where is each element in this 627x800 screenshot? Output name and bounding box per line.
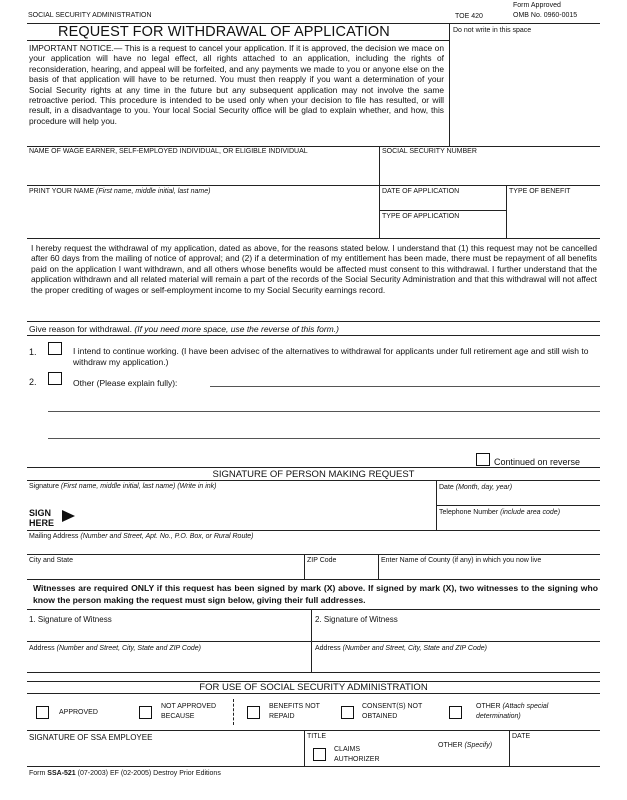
mailing-address-text: Mailing Address xyxy=(29,533,79,540)
agency-name: SOCIAL SECURITY ADMINISTRATION xyxy=(28,12,152,19)
ssa-employee-signature-label: SIGNATURE OF SSA EMPLOYEE xyxy=(29,733,153,742)
other-reason-line-3[interactable] xyxy=(48,438,600,439)
benefits-line-2: REPAID xyxy=(269,713,295,720)
title-label: TITLE xyxy=(307,733,327,740)
footer-form-prefix: Form xyxy=(29,770,46,777)
option-2-number: 2. xyxy=(29,377,37,387)
zip-code-label: ZIP Code xyxy=(307,557,337,564)
other-determination-hint-1: (Attach special xyxy=(502,703,549,710)
other-reason-line-1[interactable] xyxy=(210,386,600,387)
other-title-label xyxy=(438,742,492,749)
ssa-date-label: DATE xyxy=(512,733,531,740)
witness-1-address-hint: (Number and Street, City, State and ZIP Code) xyxy=(56,645,201,652)
reason-prompt-text: Give reason for withdrawal. xyxy=(29,324,132,334)
notice-label: IMPORTANT NOTICE.— xyxy=(29,43,123,53)
other-title-hint: (Specify) xyxy=(464,742,493,749)
continued-label: Continued on reverse xyxy=(494,457,581,467)
witness-1-address-text: Address xyxy=(29,645,55,652)
sign-here-line-1: SIGN xyxy=(29,508,52,518)
date-of-application-label: DATE OF APPLICATION xyxy=(382,188,460,195)
form-title: REQUEST FOR WITHDRAWAL OF APPLICATION xyxy=(58,24,390,40)
witness-2-address-text: Address xyxy=(315,645,341,652)
county-label: Enter Name of County (if any) in which you now live xyxy=(381,557,542,564)
approval-line-1: Form Approved xyxy=(513,2,561,9)
approved-checkbox[interactable] xyxy=(36,706,49,719)
witness-2-signature-label: 2. Signature of Witness xyxy=(315,615,398,624)
not-approved-checkbox[interactable] xyxy=(139,706,152,719)
form-footer xyxy=(29,770,221,777)
option-1-text: I intend to continue working. (I have been advisec of the alternatives to withdrawal for applicants under full retirement age and still wish to withdraw my application.) xyxy=(73,346,589,367)
other-determination-checkbox[interactable] xyxy=(449,706,462,719)
consent-line-2: OBTAINED xyxy=(362,713,398,720)
consent-not-obtained-label xyxy=(362,702,422,722)
option-1-number: 1. xyxy=(29,347,37,357)
other-determination-hint-2: determination) xyxy=(476,713,521,720)
option-2-checkbox[interactable] xyxy=(48,372,62,385)
other-determination-text: OTHER xyxy=(476,703,501,710)
ssa-use-title: FOR USE OF SOCIAL SECURITY ADMINISTRATION xyxy=(199,682,428,693)
telephone-label-text: Telephone Number xyxy=(439,509,499,516)
witness-2-address-label xyxy=(315,645,487,652)
consent-line-1: CONSENT(S) NOT xyxy=(362,703,423,710)
footer-form-id: SSA-521 xyxy=(47,770,76,777)
benefits-not-repaid-label xyxy=(269,702,320,722)
signature-field[interactable] xyxy=(82,484,435,528)
witness-2-address-hint: (Number and Street, City, State and ZIP Code) xyxy=(342,645,487,652)
signature-hint: (First name, middle initial, last name) (Write in ink) xyxy=(60,483,217,490)
date-hint: (Month, day, year) xyxy=(455,484,513,491)
sign-here-marker xyxy=(29,508,54,528)
not-approved-label xyxy=(161,702,216,722)
notice-text: This is a request to cancel your application. If it is approved, the decision we mace on your application will have no legal effect, all rights attached to an application, including the rights of reconsideration, hearing, and appeal will be forfeited, and any payments we made to you or anyone else on the basis of that application will have to be returned. You must then reapply if you want a determination of your Social Security rights at any time in the future but any subsequent application may not involve the same retroactive period. This procedure is intended to be used only when your decision to file has resulted, or will result, in a disadvantage to you. Your local Social Security office will be glad to explain whether, and how, this procedure will help you. xyxy=(29,43,444,126)
option-2-text: Other (Please explain fully): xyxy=(73,378,178,388)
type-of-application-label: TYPE OF APPLICATION xyxy=(382,213,460,220)
other-reason-line-2[interactable] xyxy=(48,411,600,412)
date-label xyxy=(439,484,512,491)
reason-prompt-hint: (If you need more space, use the reverse of this form.) xyxy=(134,324,339,334)
claims-line-2: AUTHORIZER xyxy=(334,756,380,763)
other-determination-label xyxy=(476,702,548,722)
print-name-hint: (First name, middle initial, last name) xyxy=(96,188,211,195)
witness-1-address-label xyxy=(29,645,201,652)
date-label-text: Date xyxy=(439,484,454,491)
witness-notice: Witnesses are required ONLY if this request has been signed by mark (X) above. If signed by mark (X), two witnesses to the signing who know the person making the request must sign below, giving their full addresses. xyxy=(33,583,598,605)
sign-here-line-2: HERE xyxy=(29,518,55,528)
claims-authorizer-label xyxy=(334,745,380,765)
claims-authorizer-checkbox[interactable] xyxy=(313,748,326,761)
mailing-address-label xyxy=(29,533,254,540)
signature-section-title: SIGNATURE OF PERSON MAKING REQUEST xyxy=(212,469,415,480)
wage-earner-label: NAME OF WAGE EARNER, SELF-EMPLOYED INDIVIDUAL, OR ELIGIBLE INDIVIDUAL xyxy=(29,148,308,155)
telephone-hint: (include area code) xyxy=(500,509,561,516)
claims-line-1: CLAIMS xyxy=(334,746,361,753)
benefits-line-1: BENEFITS NOT xyxy=(269,703,320,710)
option-1-checkbox[interactable] xyxy=(48,342,62,355)
telephone-label xyxy=(439,509,560,516)
approved-label: APPROVED xyxy=(59,709,98,716)
print-name-text: PRINT YOUR NAME xyxy=(29,188,95,195)
city-state-label: City and State xyxy=(29,557,73,564)
not-approved-line-2: BECAUSE xyxy=(161,713,195,720)
approval-line-2: OMB No. 0960-0015 xyxy=(513,12,578,19)
print-name-label xyxy=(29,188,210,195)
mailing-address-hint: (Number and Street, Apt. No., P.O. Box, or Rural Route) xyxy=(80,533,254,540)
reason-prompt xyxy=(29,324,339,334)
witness-1-signature-label: 1. Signature of Witness xyxy=(29,615,112,624)
signature-label-text: Signature xyxy=(29,483,59,490)
sign-here-arrow-icon xyxy=(62,510,75,522)
important-notice xyxy=(29,43,444,126)
form-code: TOE 420 xyxy=(455,13,483,20)
type-of-benefit-label: TYPE OF BENEFIT xyxy=(509,188,571,195)
not-approved-line-1: NOT APPROVED xyxy=(161,703,217,710)
continued-checkbox[interactable] xyxy=(476,453,490,466)
consent-not-obtained-checkbox[interactable] xyxy=(341,706,354,719)
footer-edition: (07-2003) EF (02-2005) Destroy Prior Editions xyxy=(77,770,221,777)
benefits-not-repaid-checkbox[interactable] xyxy=(247,706,260,719)
other-title-text: OTHER xyxy=(438,742,463,749)
withdrawal-statement: I hereby request the withdrawal of my application, dated as above, for the reasons stated below. I understand that (1) this request may not be cancelled after 60 days from the mailing of notice of approval; and (2) if a determination of my entitlement has been made, there must be repayment of all benefits paid on the application I want withdrawn, and all others whose benefits would be affected must consent to this withdrawal. I further understand that the application withdrawn and all related material will remain a part of the records of the Social Security Administration and that this withdrawal will not affect the proper crediting of wages or self-employment income to my Social Security earnings record. xyxy=(31,243,597,295)
do-not-write-label: Do not write in this space xyxy=(453,27,532,34)
ssn-label: SOCIAL SECURITY NUMBER xyxy=(382,148,477,155)
